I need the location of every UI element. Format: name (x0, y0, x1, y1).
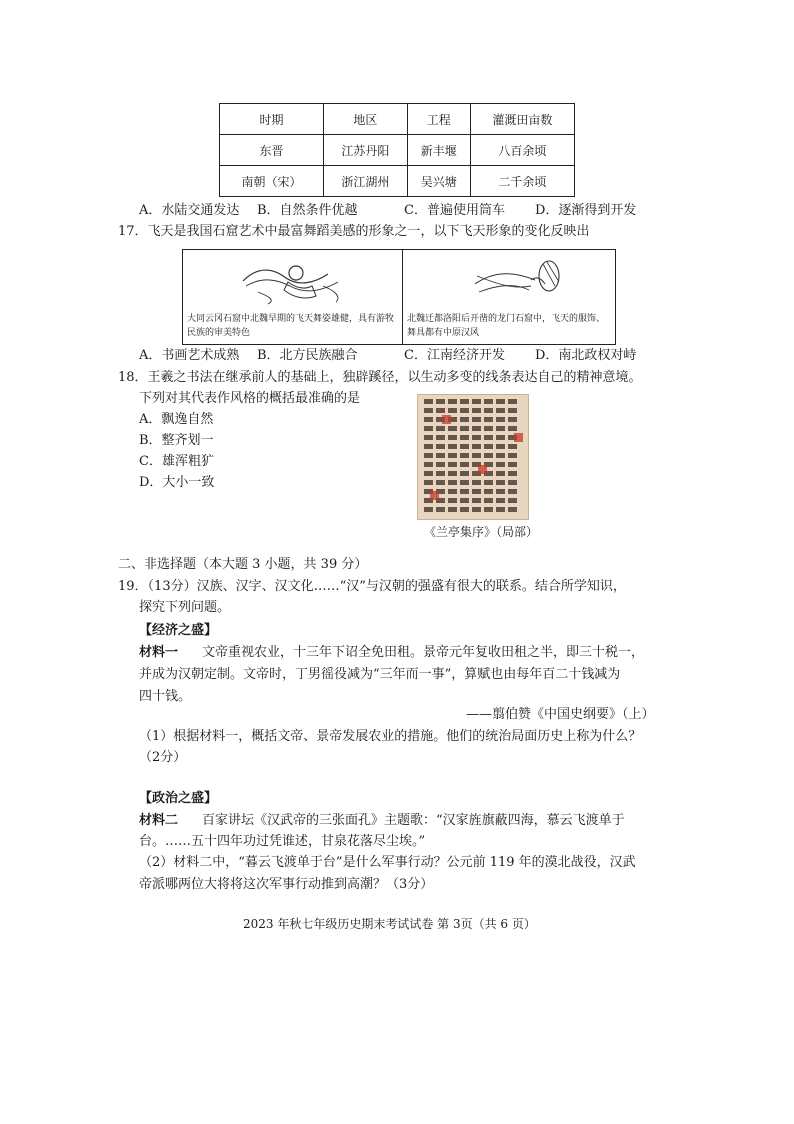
table-cell: 二千余顷 (470, 166, 574, 197)
politics-heading: 【政治之盛】 (139, 791, 218, 806)
material1-label: 材料一 (139, 645, 179, 660)
irrigation-table (219, 103, 575, 197)
q17-option-c: C．江南经济开发 (404, 348, 505, 363)
feitian-figure-left (182, 249, 404, 345)
q19-stem-line2: 探究下列问题。 (139, 600, 231, 615)
q19-stem-line1: 19．（13分）汉族、汉字、汉文化……“汉”与汉朝的强盛有很大的联系。结合所学知识， (118, 579, 626, 594)
subquestion2-line2: 帝派哪两位大将将这次军事行动推到高潮？（3分） (139, 877, 434, 892)
economy-heading: 【经济之盛】 (139, 623, 218, 638)
q18-option-d: D．大小一致 (139, 475, 215, 490)
material2-line2: 台。……五十四年功过凭谁述，甘泉花落尽尘埃。” (139, 834, 426, 849)
q18-option-b: B．整齐划一 (139, 433, 214, 448)
subquestion1-line2: （2分） (139, 750, 187, 765)
table-cell: 南朝（宋） (220, 166, 324, 197)
q17-option-d: D．南北政权对峙 (535, 348, 637, 363)
section-heading: 二、非选择题（本大题 3 小题，共 39 分） (118, 557, 368, 572)
material2-line1: 百家讲坛《汉武帝的三张面孔》主题歌：“汉家旌旗蔽四海，慕云飞渡单于 (202, 813, 625, 828)
subquestion1-line1: （1）根据材料一，概括文帝、景帝发展农业的措施。他们的统治局面历史上称为什么？ (139, 729, 642, 744)
table-header-cell: 地区 (324, 104, 408, 135)
q17-stem: 17．飞天是我国石窟艺术中最富舞蹈美感的形象之一，以下飞天形象的变化反映出 (118, 224, 590, 239)
q18-option-c: C．雄浑粗犷 (139, 454, 214, 469)
table-header-row (220, 104, 575, 135)
q16-option-b: B．自然条件优越 (257, 203, 358, 218)
q18-stem-line2: 下列对其代表作风格的概括最准确的是 (139, 391, 361, 406)
left-figure-caption: 大同云冈石窟中北魏早期的飞天舞姿雄健，具有游牧民族的审美特色 (187, 314, 395, 338)
page-footer: 2023 年秋七年级历史期末考试试卷 第 3页（共 6 页） (243, 917, 536, 931)
material1-line2: 并成为汉朝定制。文帝时，丁男徭役减为“三年而一事”，算赋也由每年百二十钱减为 (139, 667, 621, 682)
table-cell: 吴兴塘 (407, 166, 470, 197)
q16-option-c: C．普遍使用筒车 (404, 203, 505, 218)
flying-apsaras-longmen-illustration (465, 256, 575, 306)
q16-option-d: D．逐渐得到开发 (535, 203, 637, 218)
q17-option-b: B．北方民族融合 (257, 348, 358, 363)
right-figure-caption: 北魏迁都洛阳后开凿的龙门石窟中，飞天的服饰、舞具都有中原汉风 (407, 314, 606, 338)
table-cell: 八百余顷 (470, 135, 574, 166)
table-cell: 东晋 (220, 135, 324, 166)
q16-option-a: A．水陆交通发达 (139, 203, 240, 218)
table-header-cell: 工程 (407, 104, 470, 135)
flying-apsaras-northern-wei-illustration (238, 256, 348, 306)
q18-option-a: A．飘逸自然 (139, 412, 214, 427)
feitian-figure-right (402, 249, 616, 345)
table-cell: 新丰堰 (407, 135, 470, 166)
material1-line3: 四十钱。 (139, 689, 192, 704)
table-header-cell: 时期 (220, 104, 324, 135)
material1-line1: 文帝重视农业，十三年下诏全免田租。景帝元年复收田租之半，即三十税一， (202, 645, 645, 660)
table-cell: 江苏丹阳 (324, 135, 408, 166)
material1-source: ——翦伯赞《中国史纲要》（上） (466, 707, 655, 722)
material2-label: 材料二 (139, 813, 179, 828)
q17-option-a: A．书画艺术成熟 (139, 348, 240, 363)
lantingji-calligraphy-image (417, 394, 529, 520)
q18-stem-line1: 18．王羲之书法在继承前人的基础上，独辟蹊径，以生动多变的线条表达自己的精神意境。 (118, 370, 642, 385)
table-row (220, 135, 575, 166)
subquestion2-line1: （2）材料二中，“暮云飞渡单于台”是什么军事行动？公元前 119 年的漠北战役，汉武 (139, 855, 636, 870)
table-row (220, 166, 575, 197)
table-header-cell: 灌溉田亩数 (470, 104, 574, 135)
calligraphy-caption: 《兰亭集序》（局部） (424, 525, 539, 539)
table-cell: 浙江湖州 (324, 166, 408, 197)
